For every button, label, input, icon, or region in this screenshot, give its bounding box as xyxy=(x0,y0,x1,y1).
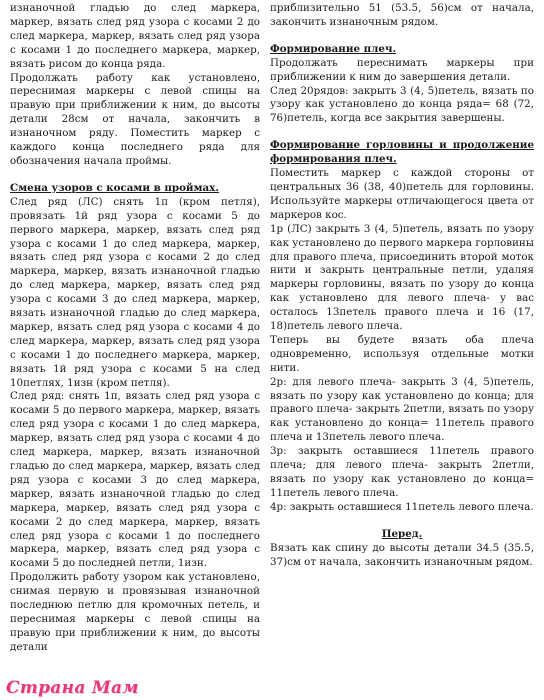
spacer xyxy=(270,126,534,139)
section-heading-shoulders: Формирование плеч. xyxy=(270,42,397,55)
paragraph: Продолжать работу как установлено, переснимая маркеры с левой спицы на правую при приближении к ним, до высоты детали 28см от начала, закончить в изнаночном ряду. Поместить маркер с каждого конца последнего ряда для обозначения начала проймы. xyxy=(10,71,260,167)
paragraph: След ряд: снять 1п, вязать след ряд узора с косами 5 до первого маркера, маркер, вязать след ряд узора с косами 1 до след маркера, маркер, вязать след ряд узора с косами 4 до след маркера, маркер, вязать изнаночной гладью до след маркера, маркер, вязать след ряд узора с косами 3 до след маркера, маркер, вязать изнаночной гладью до след маркера, маркер, вязать след ряд узора с косами 2 до след маркера, маркер, вязать след ряд узора с косами 1 до последнего маркера, маркер, вязать след ряд узора с косами 5 до последней петли, 1изн. xyxy=(10,390,260,570)
spacer xyxy=(10,169,260,182)
paragraph: След 20рядов: закрыть 3 (4, 5)петель, вязать по узору как установлено до конца ряда= 68 (72, 76)петель, когда все закрытия завершены. xyxy=(270,84,534,125)
paragraph: 4р: закрыть оставшиеся 11петель левого плеча. xyxy=(270,500,534,513)
spacer xyxy=(270,515,534,528)
section-heading-armhole-cables: Смена узоров с косами в проймах. xyxy=(10,181,219,194)
paragraph: 3р: закрыть оставшиеся 11петель правого плеча; для левого плеча- закрыть 2петли, вязать по узору как установлено до конца= 11петель левого плеча. xyxy=(270,445,534,499)
paragraph: Продолжать переснимать маркеры при приближении к ним до завершения детали. xyxy=(270,56,534,83)
paragraph: Поместить маркер с каждой стороны от центральных 36 (38, 40)петель для горловины. Используйте маркеры отличающегося цвета от маркеров кос. xyxy=(270,167,534,221)
watermark-logo: Страна Мам xyxy=(6,678,139,698)
paragraph: След ряд (ЛС) снять 1п (кром петля), провязать 1й ряд узора с косами 5 до первого маркера, маркер, вязать след ряд узора с косами 1 до след маркера, маркер, вязать след ряд узора с косами 2 до след маркера, маркер, вязать изнаночной гладью до след маркера, маркер, вязать след ряд узора с косами 3 до след маркера, маркер, вязать изнаночной гладью до след маркера, маркер, вязать след ряд узора с косами 4 до след маркера, маркер, вязать след ряд узора с косами 1 до последнего маркера, маркер, вязать 1й ряд узора с косами 5 на след 10петлях, 1изн (кром петля). xyxy=(10,195,260,389)
spacer xyxy=(270,30,534,43)
section-heading-neckline: Формирование горловины и продолжение формирования плеч. xyxy=(270,139,534,166)
right-column xyxy=(270,2,534,569)
left-column xyxy=(10,2,260,655)
section-heading-front: Перед. xyxy=(381,527,423,540)
paragraph: 1р (ЛС) закрыть 3 (4, 5)петель, вязать по узору как установлено до первого маркера горловины для правого плеча, присоединить второй моток нити и закрыть центральные петли, удаляя маркеры горловины, вязать по узору до конца как установлено для левого плеча- у вас осталось 13петель правого плеча и 16 (17, 18)петель левого плеча. xyxy=(270,222,534,333)
paragraph: изнаночной гладью до след маркера, маркер, вязать след ряд узора с косами 2 до след маркера, маркер, вязать след ряд узора с косами 1 до последнего маркера, маркер, вязать рисом до конца ряда. xyxy=(10,2,260,70)
paragraph: Вязать как спину до высоты детали 34.5 (35.5, 37)см от начала, закончить изнаночным рядом. xyxy=(270,541,534,568)
paragraph: приблизительно 51 (53.5, 56)см от начала, закончить изнаночным рядом. xyxy=(270,2,534,28)
paragraph: Теперь вы будете вязать оба плеча одновременно, используя отдельные мотки нити. xyxy=(270,333,534,374)
paragraph: Продолжить работу узором как установлено, снимая первую и провязывая изнаночной последнюю петлю для кромочных петель, и переснимая маркеры с левой спицы на правую при приближении к ним, до высоты детали xyxy=(10,571,260,653)
paragraph: 2р: для левого плеча- закрыть 3 (4, 5)петель, вязать по узору как установлено до конца; для правого плеча- закрыть 2петли, вязать по узору как установлено до конца= 11петель правого плеча и 13петель левого плеча. xyxy=(270,375,534,444)
